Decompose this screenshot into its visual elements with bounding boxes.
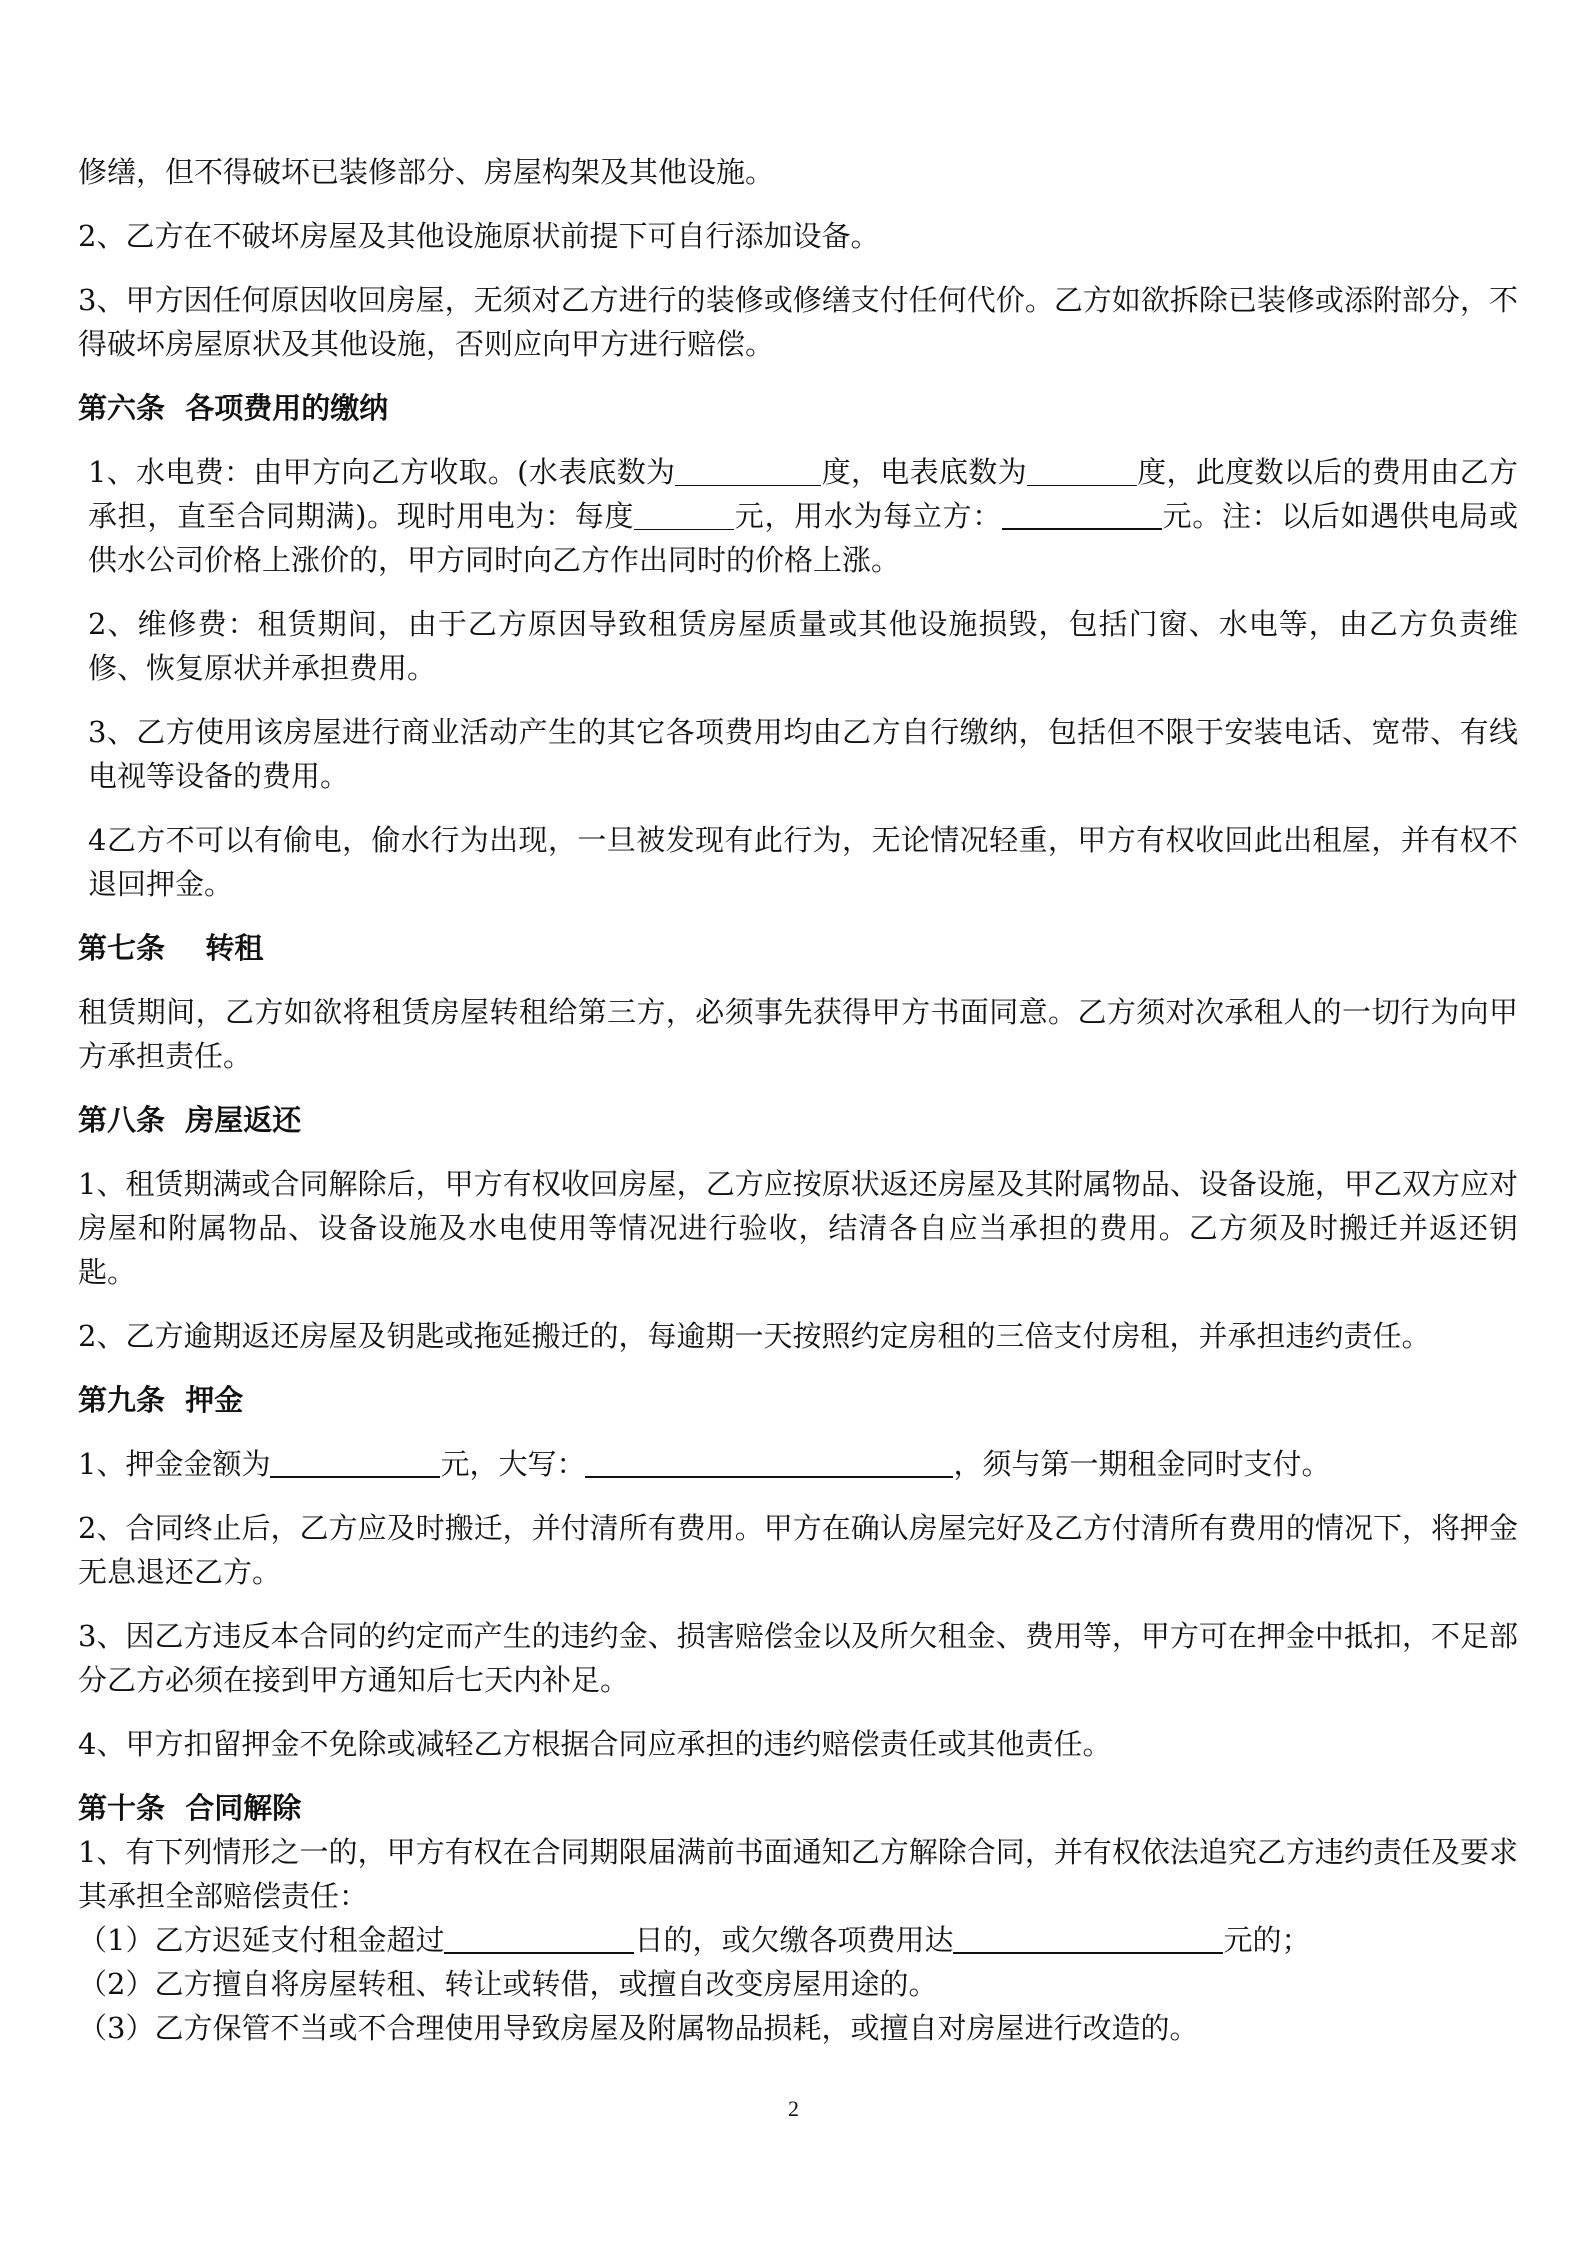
electric-price-blank [634, 501, 734, 530]
clause-late-payment [78, 1918, 1518, 1962]
paragraph-deposit-liability: 4、甲方扣留押金不免除或减轻乙方根据合同应承担的违约赔偿责任或其他责任。 [78, 1727, 1112, 1761]
clause-unauthorized-sublease: （2）乙方擅自将房屋转租、转让或转借，或擅自改变房屋用途的。 [78, 1967, 938, 2001]
deposit-words-blank [585, 1448, 953, 1478]
paragraph-theft-clause: 4乙方不可以有偷电，偷水行为出现，一旦被发现有此行为，无论情况轻重，甲方有权收回此出租屋，并有权不退回押金。 [88, 823, 1518, 901]
paragraph-return-inspection: 1、租赁期满或合同解除后，甲方有权收回房屋，乙方应按原状返还房屋及其附属物品、设备设施，甲乙双方应对房屋和附属物品、设备设施及水电使用等情况进行验收，结清各自应当承担的费用。乙方须及时搬迁并返还钥匙。 [78, 1167, 1518, 1289]
paragraph-add-equipment: 2、乙方在不破坏房屋及其他设施原状前提下可自行添加设备。 [78, 219, 880, 253]
paragraph-termination-conditions: 1、有下列情形之一的，甲方有权在合同期限届满前书面通知乙方解除合同，并有权依法追究乙方违约责任及要求其承担全部赔偿责任： [78, 1835, 1518, 1913]
utility-text-b: 度，电表底数为 [821, 455, 1027, 489]
utility-text-a: 1、水电费：由甲方向乙方收取。(水表底数为 [88, 455, 676, 489]
utility-text-e: 元。注：以后如遇供电局或供水公司价格上涨价的，甲方同时向乙方作出同时的价格上涨。 [88, 499, 1518, 577]
arrears-amount-blank [953, 1924, 1223, 1954]
water-price-blank [1002, 500, 1162, 530]
paragraph-maintenance-fees: 2、维修费：租赁期间，由于乙方原因导致租赁房屋质量或其他设施损毁，包括门窗、水电等，由乙方负责维修、恢复原状并承担费用。 [88, 607, 1518, 685]
page-number: 2 [788, 2096, 799, 2121]
paragraph-deposit-deduction: 3、因乙方违反本合同的约定而产生的违约金、损害赔偿金以及所欠租金、费用等，甲方可在押金中抵扣，不足部分乙方必须在接到甲方通知后七天内补足。 [78, 1619, 1518, 1697]
deposit-text-b: 元，大写： [440, 1447, 586, 1481]
electric-meter-blank [1027, 457, 1137, 486]
paragraph-deposit-refund: 2、合同终止后，乙方应及时搬迁，并付清所有费用。甲方在确认房屋完好及乙方付清所有费用的情况下，将押金无息退还乙方。 [78, 1511, 1518, 1589]
deposit-text-c: ，须与第一期租金同时支付。 [953, 1447, 1331, 1481]
late-days-blank [444, 1924, 634, 1954]
paragraph-utility-fees [78, 450, 1518, 582]
clause-improper-use: （3）乙方保管不当或不合理使用导致房屋及附属物品损耗，或擅自对房屋进行改造的。 [78, 2011, 1199, 2045]
utility-text-c: 度，此度数以后的费用由乙方承担，直至合同期满)。现时用电为：每度 [88, 455, 1518, 533]
paragraph-commercial-fees: 3、乙方使用该房屋进行商业活动产生的其它各项费用均由乙方自行缴纳，包括但不限于安装电话、宽带、有线电视等设备的费用。 [88, 715, 1518, 793]
paragraph-sublease: 租赁期间，乙方如欲将租赁房屋转租给第三方，必须事先获得甲方书面同意。乙方须对次承租人的一切行为向甲方承担责任。 [78, 995, 1518, 1073]
late-text-b: 日的，或欠缴各项费用达 [634, 1923, 954, 1957]
utility-text-d: 元，用水为每立方： [734, 499, 1002, 533]
section-title-return: 第八条 房屋返还 [78, 1103, 302, 1137]
late-text-c: 元的； [1223, 1923, 1311, 1957]
deposit-text-a: 1、押金金额为 [78, 1447, 271, 1481]
paragraph-late-return: 2、乙方逾期返还房屋及钥匙或拖延搬迁的，每逾期一天按照约定房租的三倍支付房租，并承担违约责任。 [78, 1319, 1431, 1353]
late-text-a: （1）乙方迟延支付租金超过 [78, 1923, 445, 1957]
paragraph-deposit-amount [78, 1442, 1518, 1486]
section-title-sublease: 第七条 转租 [78, 931, 264, 965]
water-meter-blank [675, 457, 821, 486]
deposit-amount-blank [270, 1448, 440, 1478]
section-title-termination: 第十条 合同解除 [78, 1791, 302, 1825]
paragraph-repair-continued: 修缮，但不得破坏已装修部分、房屋构架及其他设施。 [78, 155, 775, 189]
section-title-deposit: 第九条 押金 [78, 1383, 244, 1417]
paragraph-renovation-compensation: 3、甲方因任何原因收回房屋，无须对乙方进行的装修或修缮支付任何代价。乙方如欲拆除已装修或添附部分，不得破坏房屋原状及其他设施，否则应向甲方进行赔偿。 [78, 283, 1518, 361]
contract-body [78, 150, 1518, 2050]
section-title-fees: 第六条 各项费用的缴纳 [78, 391, 389, 425]
